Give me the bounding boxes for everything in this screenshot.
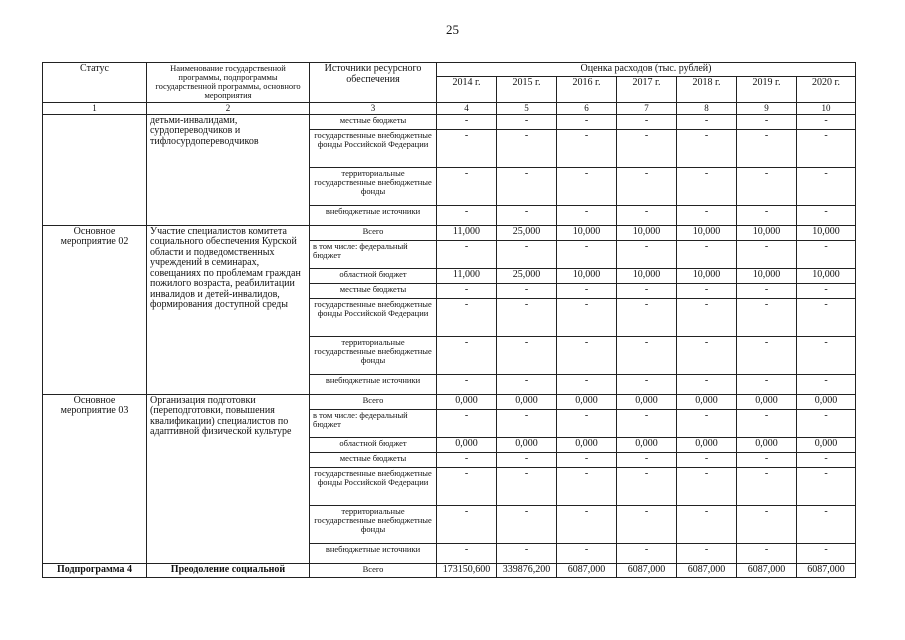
row-value: - — [617, 409, 677, 437]
row-value: - — [797, 240, 856, 268]
page-number: 25 — [446, 22, 459, 37]
row-source: внебюджетные источники — [310, 205, 437, 225]
row-value: - — [557, 409, 617, 437]
row-value: 0,000 — [617, 437, 677, 452]
column-number: 7 — [617, 102, 677, 114]
table-row — [43, 563, 856, 577]
row-value: - — [497, 452, 557, 467]
row-value: - — [557, 240, 617, 268]
row-value: 0,000 — [737, 394, 797, 409]
row-value: - — [437, 409, 497, 437]
row-value: - — [677, 409, 737, 437]
row-source: внебюджетные источники — [310, 374, 437, 394]
row-value: - — [677, 129, 737, 167]
row-value: 10,000 — [677, 268, 737, 283]
column-number: 3 — [310, 102, 437, 114]
row-value: 25,000 — [497, 225, 557, 240]
row-value: - — [437, 298, 497, 336]
row-value: - — [437, 240, 497, 268]
row-value: 173150,600 — [437, 563, 497, 577]
row-value: - — [437, 129, 497, 167]
row-value: - — [797, 452, 856, 467]
row-value: - — [497, 240, 557, 268]
table-row — [43, 114, 856, 129]
row-value: 10,000 — [557, 225, 617, 240]
row-value: - — [557, 505, 617, 543]
row-value: - — [497, 167, 557, 205]
row-value: 6087,000 — [677, 563, 737, 577]
row-value: - — [437, 167, 497, 205]
row-value: 0,000 — [677, 437, 737, 452]
row-value: - — [497, 543, 557, 563]
row-value: - — [677, 240, 737, 268]
row-value: - — [677, 452, 737, 467]
row-value: - — [677, 543, 737, 563]
column-number: 8 — [677, 102, 737, 114]
row-value: - — [617, 505, 677, 543]
row-value: - — [677, 298, 737, 336]
row-value: - — [497, 205, 557, 225]
table-row — [43, 225, 856, 240]
row-value: - — [497, 283, 557, 298]
table-body — [43, 114, 856, 577]
row-value: 339876,200 — [497, 563, 557, 577]
row-value: - — [497, 374, 557, 394]
row-value: 6087,000 — [557, 563, 617, 577]
row-source: внебюджетные источники — [310, 543, 437, 563]
row-name: Участие специалистов комитета социального обеспечения Курской области и подведомственных учреждений в семинарах, совещаниях по проблемам граждан пожилого возраста, реабилитации инвалидов и детей-инвалидов, формирования доступной среды — [147, 225, 310, 394]
row-source: территориальные государственные внебюджетные фонды — [310, 336, 437, 374]
row-value: - — [557, 452, 617, 467]
row-value: - — [737, 114, 797, 129]
row-value: - — [557, 205, 617, 225]
row-value: - — [737, 298, 797, 336]
row-value: - — [737, 543, 797, 563]
header-year: 2015 г. — [497, 76, 557, 102]
header-sources: Источники ресурсного обеспечения — [310, 63, 437, 103]
row-source: местные бюджеты — [310, 452, 437, 467]
row-source: областной бюджет — [310, 268, 437, 283]
budget-table — [42, 62, 856, 578]
column-number: 5 — [497, 102, 557, 114]
row-value: 10,000 — [557, 268, 617, 283]
row-value: - — [437, 205, 497, 225]
row-value: - — [797, 543, 856, 563]
row-value: - — [797, 336, 856, 374]
row-value: 0,000 — [797, 437, 856, 452]
column-number: 2 — [147, 102, 310, 114]
row-value: - — [617, 167, 677, 205]
column-number: 4 — [437, 102, 497, 114]
row-name: Организация подготовки (переподготовки, повышения квалификации) специалистов по адаптивной физической культуре — [147, 394, 310, 563]
row-value: 10,000 — [677, 225, 737, 240]
row-value: 0,000 — [797, 394, 856, 409]
row-value: - — [557, 543, 617, 563]
row-value: - — [677, 505, 737, 543]
row-value: - — [617, 129, 677, 167]
row-value: 10,000 — [797, 268, 856, 283]
row-value: - — [617, 467, 677, 505]
row-value: 0,000 — [497, 394, 557, 409]
table-row — [43, 394, 856, 409]
row-value: 0,000 — [617, 394, 677, 409]
row-name: детьми-инвалидами, сурдопереводчиков и тифлосурдопереводчиков — [147, 114, 310, 225]
row-value: - — [497, 129, 557, 167]
row-value: 10,000 — [797, 225, 856, 240]
row-source: Всего — [310, 394, 437, 409]
row-value: - — [797, 167, 856, 205]
row-value: - — [557, 467, 617, 505]
header-year: 2016 г. — [557, 76, 617, 102]
row-value: 6087,000 — [797, 563, 856, 577]
row-value: - — [737, 452, 797, 467]
row-value: - — [617, 298, 677, 336]
row-value: - — [677, 336, 737, 374]
row-value: 11,000 — [437, 268, 497, 283]
row-value: - — [557, 298, 617, 336]
row-value: 10,000 — [737, 225, 797, 240]
row-value: 11,000 — [437, 225, 497, 240]
row-value: - — [617, 205, 677, 225]
row-source: Всего — [310, 225, 437, 240]
row-value: 6087,000 — [737, 563, 797, 577]
row-status: Подпрограмма 4 — [43, 563, 147, 577]
row-value: - — [737, 205, 797, 225]
row-value: - — [557, 114, 617, 129]
row-value: 0,000 — [677, 394, 737, 409]
row-value: - — [677, 114, 737, 129]
row-value: - — [677, 283, 737, 298]
row-value: 25,000 — [497, 268, 557, 283]
row-value: - — [617, 240, 677, 268]
row-value: - — [557, 283, 617, 298]
row-value: - — [677, 205, 737, 225]
row-value: - — [797, 283, 856, 298]
row-value: 0,000 — [437, 437, 497, 452]
row-value: - — [437, 374, 497, 394]
row-value: - — [497, 298, 557, 336]
header-year: 2017 г. — [617, 76, 677, 102]
row-source: Всего — [310, 563, 437, 577]
row-value: 10,000 — [617, 268, 677, 283]
row-value: - — [797, 374, 856, 394]
row-value: 0,000 — [437, 394, 497, 409]
column-number: 6 — [557, 102, 617, 114]
row-status: Основное мероприятие 03 — [43, 394, 147, 563]
header-estimate: Оценка расходов (тыс. рублей) — [437, 63, 856, 77]
row-value: - — [497, 336, 557, 374]
row-value: 0,000 — [737, 437, 797, 452]
row-value: - — [737, 409, 797, 437]
row-value: 10,000 — [737, 268, 797, 283]
row-source: государственные внебюджетные фонды Российской Федерации — [310, 467, 437, 505]
row-source: в том числе: федеральный бюджет — [310, 409, 437, 437]
row-value: - — [497, 114, 557, 129]
header-status: Статус — [43, 63, 147, 103]
row-value: - — [437, 336, 497, 374]
row-value: - — [737, 467, 797, 505]
row-value: - — [557, 374, 617, 394]
row-value: - — [617, 374, 677, 394]
row-value: - — [797, 505, 856, 543]
row-value: 0,000 — [557, 437, 617, 452]
column-number: 9 — [737, 102, 797, 114]
row-value: - — [617, 543, 677, 563]
header-year: 2019 г. — [737, 76, 797, 102]
row-source: местные бюджеты — [310, 114, 437, 129]
row-value: - — [677, 374, 737, 394]
row-value: - — [797, 205, 856, 225]
row-value: - — [617, 283, 677, 298]
row-value: - — [557, 336, 617, 374]
row-value: - — [437, 452, 497, 467]
row-value: - — [797, 467, 856, 505]
row-source: государственные внебюджетные фонды Российской Федерации — [310, 298, 437, 336]
row-value: - — [737, 336, 797, 374]
row-value: - — [737, 167, 797, 205]
row-value: - — [437, 467, 497, 505]
row-value: - — [437, 543, 497, 563]
row-value: - — [797, 298, 856, 336]
row-value: - — [737, 129, 797, 167]
row-status: Основное мероприятие 02 — [43, 225, 147, 394]
row-source: местные бюджеты — [310, 283, 437, 298]
row-value: 6087,000 — [617, 563, 677, 577]
row-value: - — [437, 283, 497, 298]
row-value: 0,000 — [557, 394, 617, 409]
row-value: - — [617, 336, 677, 374]
row-value: - — [797, 129, 856, 167]
header-year: 2014 г. — [437, 76, 497, 102]
row-source: в том числе: федеральный бюджет — [310, 240, 437, 268]
row-value: - — [497, 467, 557, 505]
row-source: государственные внебюджетные фонды Российской Федерации — [310, 129, 437, 167]
row-value: - — [617, 114, 677, 129]
row-name: Преодоление социальной — [147, 563, 310, 577]
header-year: 2018 г. — [677, 76, 737, 102]
row-value: - — [437, 114, 497, 129]
row-value: - — [557, 129, 617, 167]
row-source: областной бюджет — [310, 437, 437, 452]
row-value: - — [797, 409, 856, 437]
row-status — [43, 114, 147, 225]
row-value: - — [677, 467, 737, 505]
row-value: - — [497, 409, 557, 437]
row-value: - — [737, 283, 797, 298]
row-source: территориальные государственные внебюджетные фонды — [310, 505, 437, 543]
row-value: - — [737, 505, 797, 543]
row-value: - — [557, 167, 617, 205]
column-number: 10 — [797, 102, 856, 114]
row-value: - — [677, 167, 737, 205]
row-value: - — [617, 452, 677, 467]
header-year: 2020 г. — [797, 76, 856, 102]
row-value: 0,000 — [497, 437, 557, 452]
header-name: Наименование государственной программы, подпрограммы государственной программы, основного мероприятия — [147, 63, 310, 103]
row-value: - — [497, 505, 557, 543]
row-value: - — [437, 505, 497, 543]
row-value: - — [797, 114, 856, 129]
row-value: - — [737, 240, 797, 268]
row-source: территориальные государственные внебюджетные фонды — [310, 167, 437, 205]
column-number: 1 — [43, 102, 147, 114]
row-value: - — [737, 374, 797, 394]
row-value: 10,000 — [617, 225, 677, 240]
